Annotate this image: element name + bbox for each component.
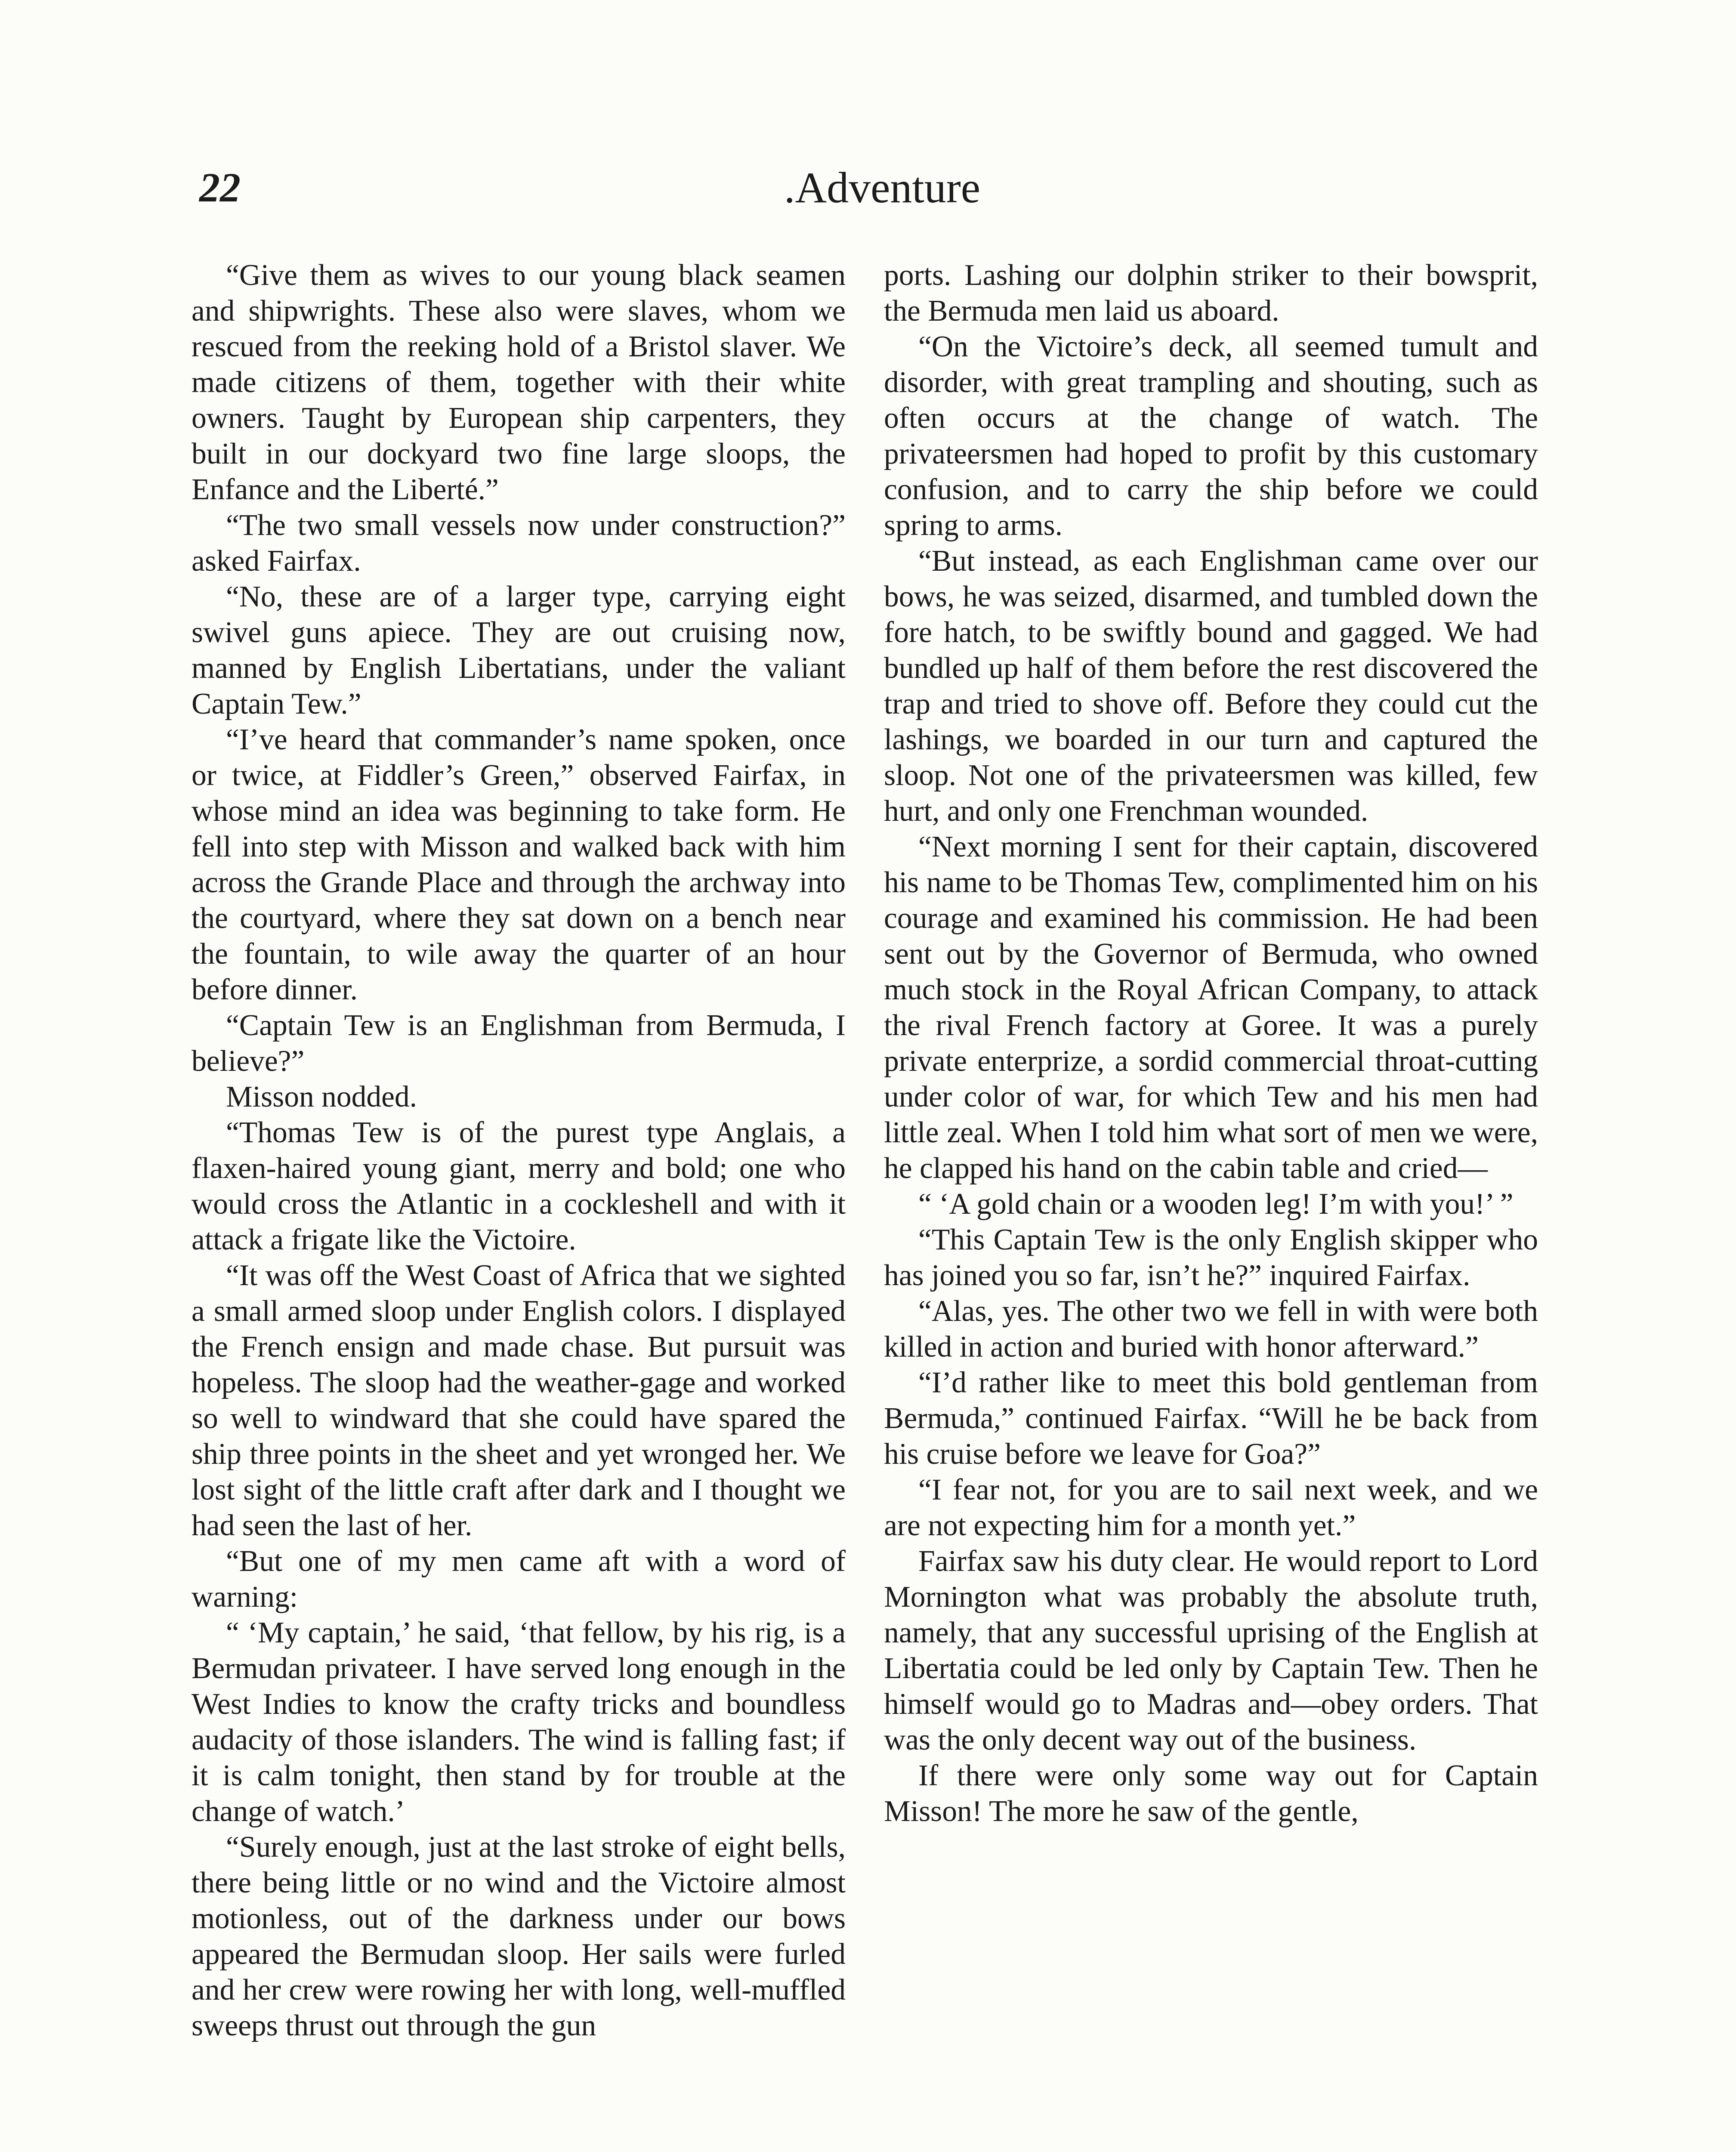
paragraph: “On the Victoire’s deck, all seemed tumult and disorder, with great trampling and shouting, such as often occurs at the change of watch. The privateersmen had hoped to profit by this customary confusion, and to carry the ship before we could spring to arms. (884, 330, 1538, 542)
paragraph: “Thomas Tew is of the purest type Anglais, a flaxen-haired young giant, merry and bold; one who would cross the Atlantic in a cockleshell and with it attack a frigate like the Victoire. (192, 1116, 846, 1256)
paragraph: “Next morning I sent for their captain, discovered his name to be Thomas Tew, complimented him on his courage and examined his commission. He had been sent out by the Governor of Bermuda, who owned much stock in the Royal African Company, to attack the rival French factory at Goree. It was a purely private enterprize, a sordid commercial throat-cutting under color of war, for which Tew and his men had little zeal. When I told him what sort of men we were, he clapped his hand on the cabin table and cried— (884, 830, 1538, 1185)
paragraph: “ ‘My captain,’ he said, ‘that fellow, by his rig, is a Bermudan privateer. I have served long enough in the West Indies to know the crafty tricks and boundless audacity of those islanders. The wind is falling fast; if it is calm tonight, then stand by for trouble at the change of watch.’ (192, 1616, 846, 1828)
paragraph: “This Captain Tew is the only English skipper who has joined you so far, isn’t he?” inquired Fairfax. (884, 1223, 1538, 1292)
paragraph: Fairfax saw his duty clear. He would report to Lord Mornington what was probably the absolute truth, namely, that any successful uprising of the English at Libertatia could be led only by Captain Tew. Then he himself would go to Madras and—obey orders. That was the only decent way out of the business. (884, 1545, 1538, 1756)
paragraph: “But one of my men came aft with a word of warning: (192, 1545, 846, 1614)
paragraph: “Alas, yes. The other two we fell in with were both killed in action and buried with honor afterward.” (884, 1295, 1538, 1364)
paragraph: “Surely enough, just at the last stroke of eight bells, there being little or no wind and the Victoire almost motionless, out of the darkness under our bows appeared the Bermudan sloop. Her sails were furled and her crew were rowing her with long, well-muffled sweeps thrust out through the gun (192, 1830, 846, 2042)
paragraph: “I’ve heard that commander’s name spoken, once or twice, at Fiddler’s Green,” observed Fairfax, in whose mind an idea was beginning to take form. He fell into step with Misson and walked back with him across the Grande Place and through the archway into the courtyard, where they sat down on a bench near the fountain, to wile away the quarter of an hour before dinner. (192, 723, 846, 1006)
page-number: 22 (199, 164, 241, 210)
running-head: .Adventure (784, 164, 980, 212)
paragraph-continued: ports. Lashing our dolphin striker to their bowsprit, the Bermuda men laid us aboard. (884, 259, 1538, 328)
paragraph: “ ‘A gold chain or a wooden leg! I’m with you!’ ” (918, 1187, 1514, 1221)
paragraph: “No, these are of a larger type, carrying eight swivel guns apiece. They are out cruising now, manned by English Libertatians, under the valiant Captain Tew.” (192, 580, 846, 720)
paragraph: If there were only some way out for Captain Misson! The more he saw of the gentle, (884, 1759, 1538, 1828)
paragraph: “I’d rather like to meet this bold gentleman from Bermuda,” continued Fairfax. “Will he be back from his cruise before we leave for Goa?” (884, 1366, 1538, 1471)
paragraph: “I fear not, for you are to sail next week, and we are not expecting him for a month yet.” (884, 1473, 1538, 1542)
paragraph: “Give them as wives to our young black seamen and shipwrights. These also were slaves, whom we rescued from the reeking hold of a Bristol slaver. We made citizens of them, together with their white owners. Taught by European ship carpenters, they built in our dockyard two fine large sloops, the Enfance and the Liberté.” (192, 259, 846, 506)
paragraph: “The two small vessels now under construction?” asked Fairfax. (192, 509, 846, 578)
paragraph: “It was off the West Coast of Africa that we sighted a small armed sloop under English colors. I displayed the French ensign and made chase. But pursuit was hopeless. The sloop had the weather-gage and worked so well to windward that she could have spared the ship three points in the sheet and yet wronged her. We lost sight of the little craft after dark and I thought we had seen the last of her. (192, 1259, 846, 1542)
paragraph: Misson nodded. (226, 1080, 417, 1113)
paragraph: “Captain Tew is an Englishman from Bermuda, I believe?” (192, 1009, 846, 1078)
left-column (192, 257, 846, 2044)
paragraph: “But instead, as each Englishman came over our bows, he was seized, disarmed, and tumbled down the fore hatch, to be swiftly bound and gagged. We had bundled up half of them before the rest discovered the trap and tried to shove off. Before they could cut the lashings, we boarded in our turn and captured the sloop. Not one of the privateersmen was killed, few hurt, and only one Frenchman wounded. (884, 544, 1538, 828)
right-column (884, 257, 1538, 1829)
